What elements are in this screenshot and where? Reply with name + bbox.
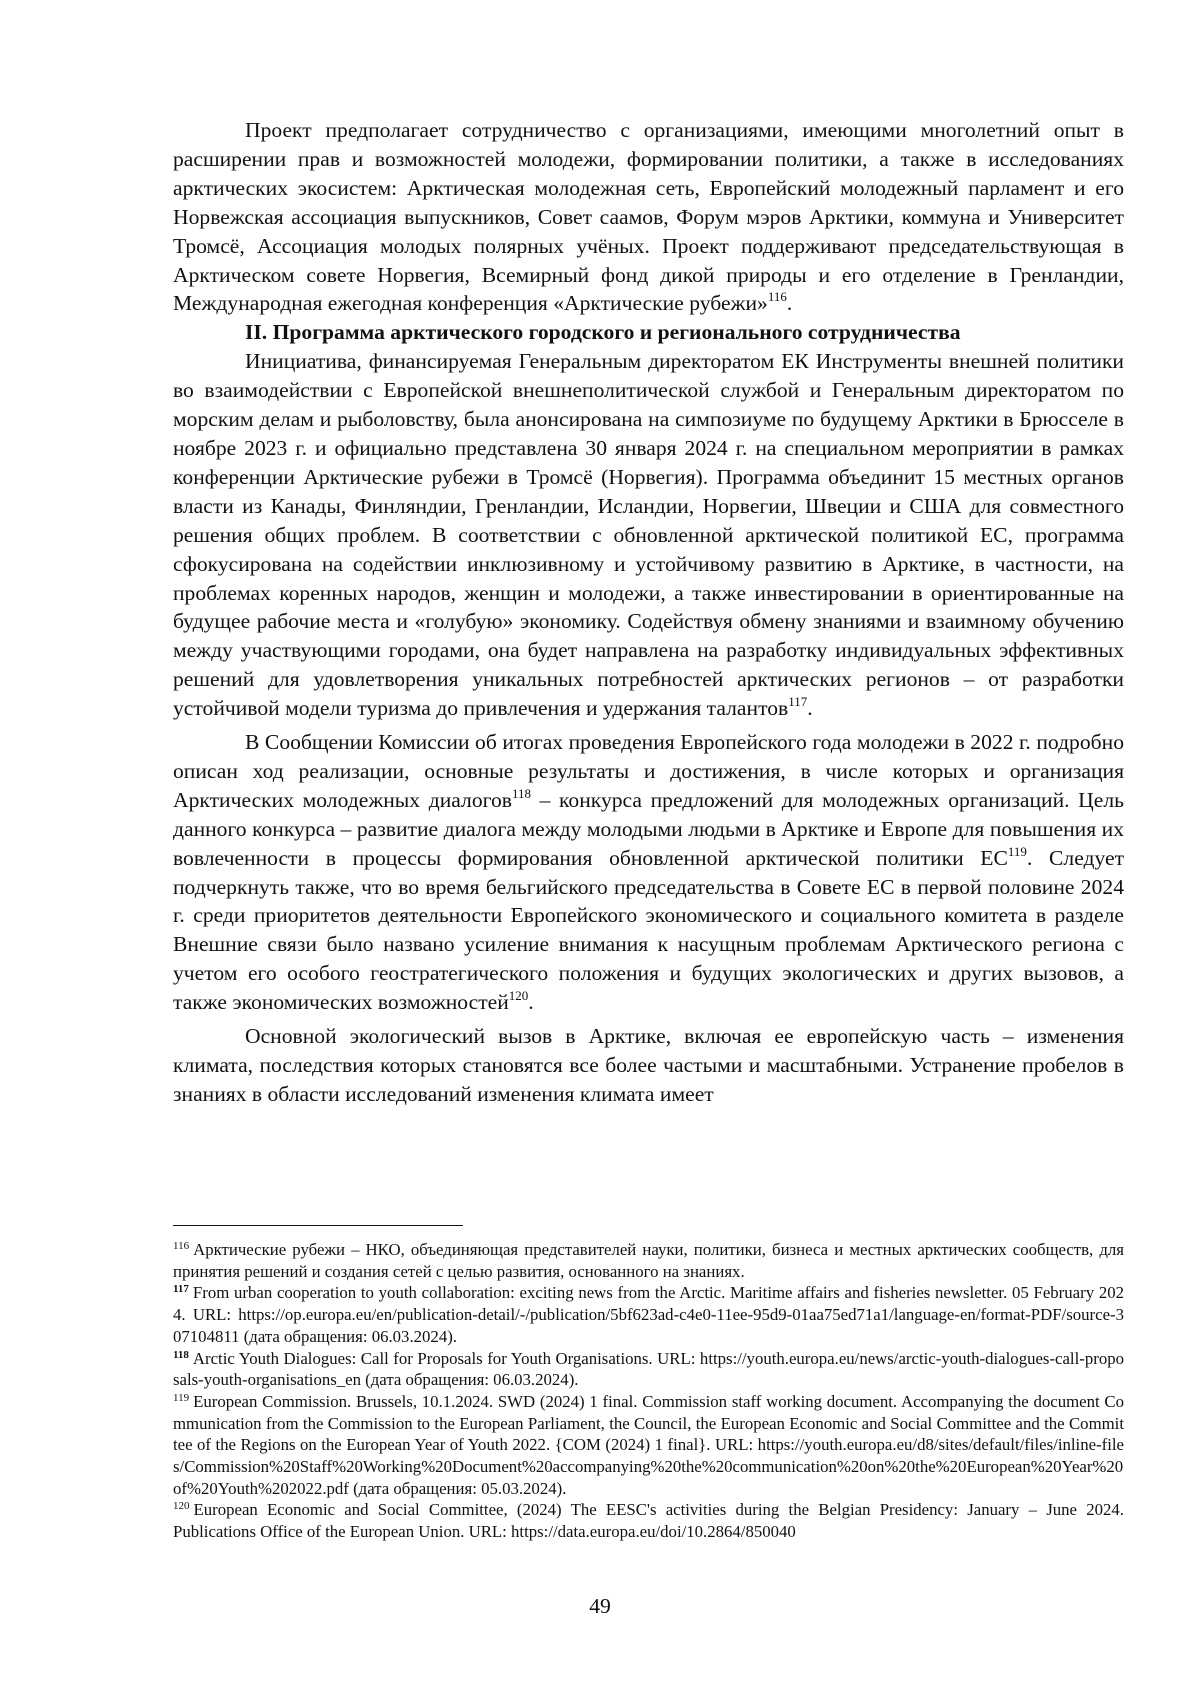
paragraph-youth-year: В Сообщении Комиссии об итогах проведения Европейского года молодежи в 2022 г. подробно описан ход реализации, основные результаты и достижения, в числе которых и организация Арктических молодежных диалогов$^{118}$ – конкурса предложений для молодежных организаций. Цель данного конкурса – развитие диалога между молодыми людьми в Арктике и Европе для повышения их вовлеченности в процессы формирования обновленной арктической политики ЕС$^{119}$. Следует подчеркнуть также, что во время бельгийского председательства в Совете ЕС в первой половине 2024 г. среди приоритетов деятельности Европейского экономического и социального комитета в разделе Внешние связи было названо усиление внимания к насущным проблемам Арктического региона с учетом его особого геостратегического положения и будущих экологических и других вызовов, а также экономических возможностей$^{120}$. xyxy=(173,730,1125,1015)
paragraph-project-partners: Проект предполагает сотрудничество с организациями, имеющими многолетний опыт в расширении прав и возможностей молодежи, формировании политики, а также в исследованиях арктических экосистем: Арктическая молодежная сеть, Европейский молодежный парламент и его Норвежская ассоциация выпускников, Совет саамов, Форум мэров Арктики, коммуна и Университет Тромсё, Ассоциация молодых полярных учёных. Проект поддерживают председательствующая в Арктическом совете Норвегия, Всемирный фонд дикой природы и его отделение в Гренландии, Международная ежегодная конференция «Арктические рубежи»$^{116}$. xyxy=(173,118,1124,316)
footnote-ref-117[interactable]: 117 xyxy=(788,694,808,710)
paragraph-climate: Основной экологический вызов в Арктике, включая ее европейскую часть – изменения климата, последствия которых становятся все более частыми и масштабными. Устранение пробелов в знаниях в области исследований изменения климата имеет xyxy=(173,1024,1124,1106)
paragraph-text: Проект предполагает сотрудничество с организациями, имеющими многолетний опыт в расширении прав и возможностей молодежи, формировании политики, а также в исследованиях арктических экосистем: Арктическая молодежная сеть, Европейский молодежный парламент и его Норвежская ассоциация выпускников, Совет саамов, Форум мэров Арктики, коммуна и Университет Тромсё, Ассоциация молодых полярных учёных. Проект поддерживают председательствующая в Арктическом совете Норвегия, Всемирный фонд дикой природы и его отделение в Гренландии, Международная ежегодная конференция «Арктические рубежи» xyxy=(173,118,1124,316)
footnote-117: $^{117}$ From urban cooperation to youth collaboration: exciting news from the Arctic. Maritime affairs and fisheries newsletter. 05 February 2024. URL: https://op.europa.eu/en/publication-detail/-/publication/5bf623ad-c4e0-11ee-95d9-01aa75ed71a1/language-en/format-PDF/source-307104811 (дата обращения: 06.03.2024). xyxy=(173,1283,1124,1346)
page-number: 49 xyxy=(589,1594,611,1618)
footnote-116: $^{116}$ Арктические рубежи – НКО, объединяющая представителей науки, политики, бизнеса и местных арктических сообществ, для принятия решений и создания сетей с целью развития, основанного на знаниях. xyxy=(173,1240,1124,1281)
footnote-118: $^{118}$ Arctic Youth Dialogues: Call for Proposals for Youth Organisations. URL: https://youth.europa.eu/news/arctic-youth-dialogues-call-proposals-youth-organisations_en (дата обращения: 06.03.2024). xyxy=(173,1348,1124,1390)
paragraph-initiative: Инициатива, финансируемая Генеральным директоратом ЕК Инструменты внешней политики во взаимодействии с Европейской внешнеполитической службой и Генеральным директоратом по морским делам и рыболовству, была анонсирована на симпозиуме по будущему Арктики в Брюсселе в ноябре 2023 г. и официально представлена 30 января 2024 г. на специальном мероприятии в рамках конференции Арктические рубежи в Тромсё (Норвегия). Программа объединит 15 местных органов власти из Канады, Финляндии, Гренландии, Исландии, Норвегии, Швеции и США для совместного решения общих проблем. В соответствии с обновленной арктической политикой ЕС, программа сфокусирована на содействии инклюзивному и устойчивому развитию в Арктике, в частности, на проблемах коренных народов, женщин и молодежи, а также инвестировании в ориентированные на будущее рабочие места и «голубую» экономику. Содействуя обмену знаниями и взаимному обучению между участвующими городами, она будет направлена на разработку индивидуальных эффективных решений для удовлетворения уникальных потребностей арктических регионов – от разработки устойчивой модели туризма до привлечения и удержания талантов$^{117}$. xyxy=(173,349,1124,721)
footnote-divider xyxy=(173,1225,463,1226)
footnote-ref-120[interactable]: 120 xyxy=(508,988,529,1004)
footnote-120: $^{120}$ European Economic and Social Committee, (2024) The EESC's activities during the Belgian Presidency: January – June 2024. Publications Office of the European Union. URL: https://data.europa.eu/doi/10.2864/850040 xyxy=(173,1500,1124,1542)
footnote-ref-119[interactable]: 119 xyxy=(1007,843,1027,859)
body-text xyxy=(173,116,1124,1109)
footnote-ref-116[interactable]: 116 xyxy=(767,289,787,305)
paragraph-text: Инициатива, финансируемая Генеральным директоратом ЕК Инструменты внешней политики во взаимодействии с Европейской внешнеполитической службой и Генеральным директоратом по морским делам и рыболовству, была анонсирована на симпозиуме по будущему Арктики в Брюсселе в ноябре 2023 г. и официально представлена 30 января 2024 г. на специальном мероприятии в рамках конференции Арктические рубежи в Тромсё (Норвегия). Программа объединит 15 местных органов власти из Канады, Финляндии, Гренландии, Исландии, Норвегии, Швеции и США для совместного решения общих проблем. В соответствии с обновленной арктической политикой ЕС, программа сфокусирована на содействии инклюзивному и устойчивому развитию в Арктике, в частности, на проблемах коренных народов, женщин и молодежи, а также инвестировании в ориентированные на будущее рабочие места и «голубую» экономику. Содействуя обмену знаниями и взаимному обучению между участвующими городами, она будет направлена на разработку индивидуальных эффективных решений для удовлетворения уникальных потребностей арктических регионов – от разработки устойчивой модели туризма до привлечения и удержания талантов xyxy=(173,349,1124,721)
paragraph-text: В Сообщении Комиссии об итогах проведения Европейского года молодежи в 2022 г. подробно описан ход реализации, основные результаты и достижения, в числе которых и организация Арктических молодежных диалогов xyxy=(173,730,1124,812)
footnotes xyxy=(173,1239,1124,1543)
section-heading: II. Программа арктического городского и регионального сотрудничества xyxy=(245,320,961,345)
footnote-ref-118[interactable]: 118 xyxy=(511,785,531,801)
footnote-119: $^{119}$ European Commission. Brussels, 10.1.2024. SWD (2024) 1 final. Commission staff working document. Accompanying the document Communication from the Commission to the European Parliament, the Council, the European Economic and Social Committee and the Committee of the Regions on the European Year of Youth 2022. {COM (2024) 1 final}. URL: https://youth.europa.eu/d8/sites/default/files/inline-files/Commission%20Staff%20Working%20Document%20accompanying%20the%20communication%20on%20the%20European%20Year%20of%20Youth%202022.pdf (дата обращения: 05.03.2024). xyxy=(173,1391,1124,1498)
